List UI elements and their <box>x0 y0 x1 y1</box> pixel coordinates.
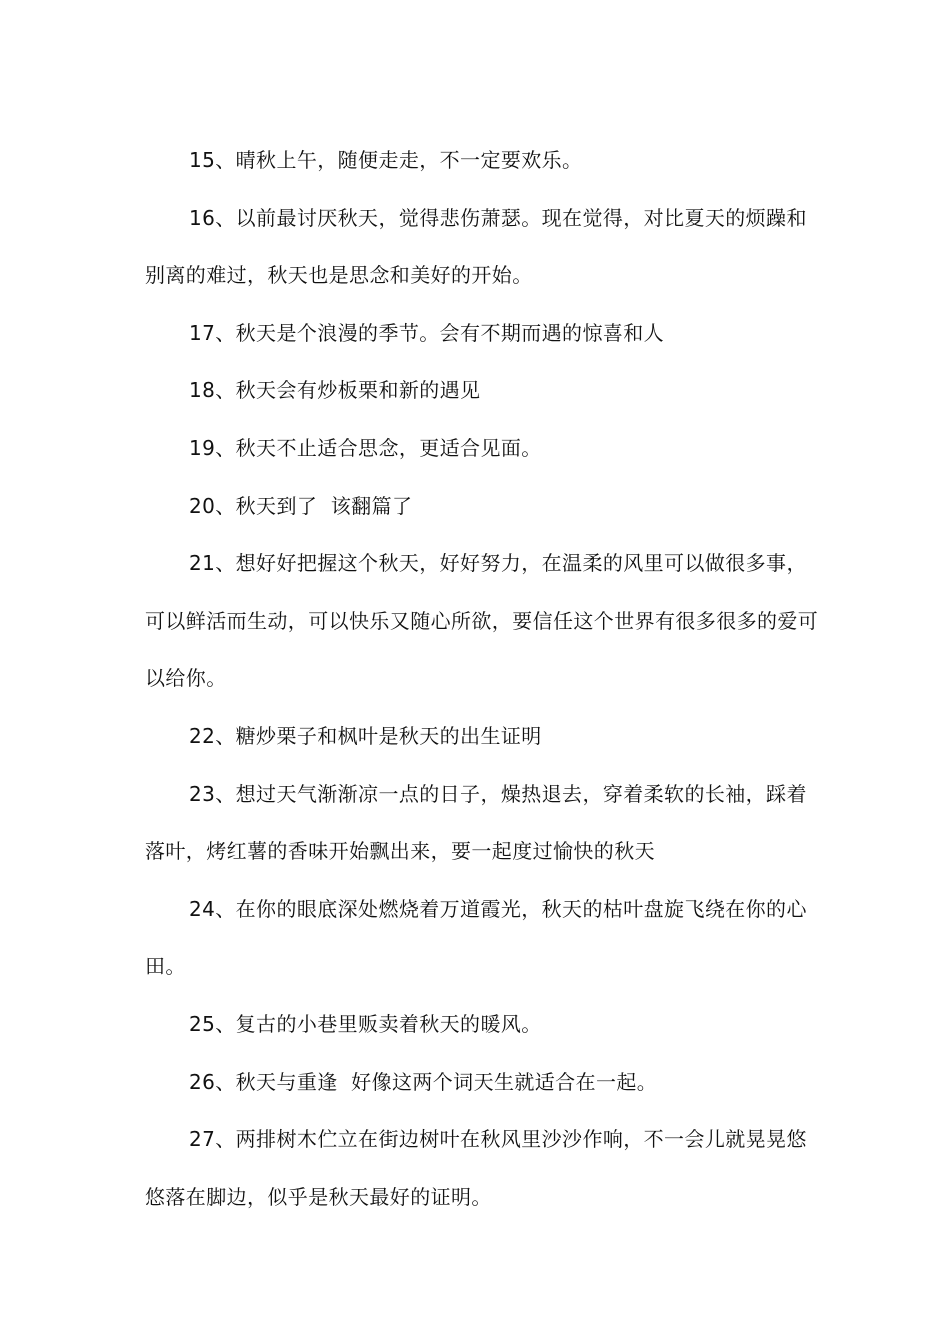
paragraph-16: 16、以前最讨厌秋天，觉得悲伤萧瑟。现在觉得，对比夏天的烦躁和别离的难过，秋天也是思念和美好的开始。 <box>145 205 807 288</box>
paragraph-26: 26、秋天与重逢 好像这两个词天生就适合在一起。 <box>189 1069 658 1094</box>
paragraph-24: 24、在你的眼底深处燃烧着万道霞光，秋天的枯叶盘旋飞绕在你的心田。 <box>145 896 807 979</box>
paragraph-18: 18、秋天会有炒板栗和新的遇见 <box>189 378 481 403</box>
paragraph-17: 17、秋天是个浪漫的季节。会有不期而遇的惊喜和人 <box>189 320 665 345</box>
document-body <box>145 132 825 1226</box>
paragraph-19: 19、秋天不止适合思念，更适合见面。 <box>189 435 542 460</box>
paragraph-27: 27、两排树木伫立在街边树叶在秋风里沙沙作响，不一会儿就晃晃悠悠落在脚边，似乎是秋天最好的证明。 <box>145 1127 807 1209</box>
paragraph-22: 22、糖炒栗子和枫叶是秋天的出生证明 <box>189 723 542 748</box>
paragraph-23: 23、想过天气渐渐凉一点的日子，燥热退去，穿着柔软的长袖，踩着落叶，烤红薯的香味开始飘出来，要一起度过愉快的秋天 <box>145 781 807 864</box>
paragraph-20: 20、秋天到了 该翻篇了 <box>189 493 413 518</box>
paragraph-25: 25、复古的小巷里贩卖着秋天的暖风。 <box>189 1011 542 1036</box>
paragraph-21: 21、想好好把握这个秋天，好好努力，在温柔的风里可以做很多事，可以鲜活而生动，可以快乐又随心所欲，要信任这个世界有很多很多的爱可以给你。 <box>145 551 819 691</box>
paragraph-15: 15、晴秋上午，随便走走，不一定要欢乐。 <box>189 148 583 172</box>
